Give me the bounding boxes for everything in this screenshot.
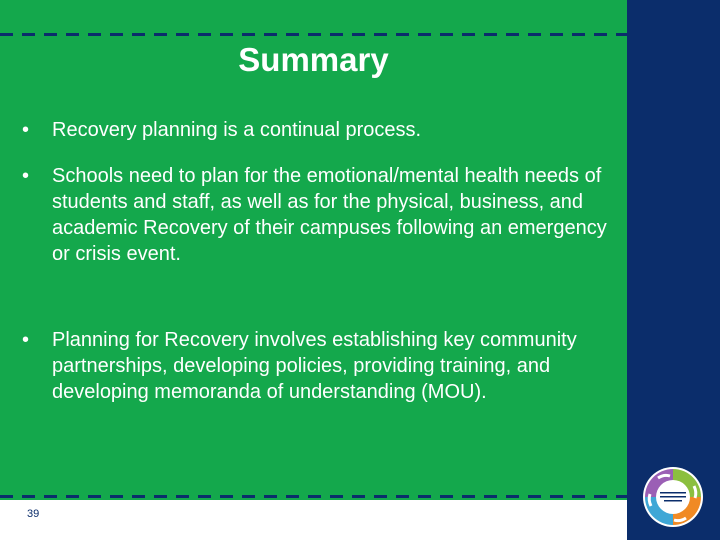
bullet-marker: • — [22, 165, 30, 187]
bullet-text: Recovery planning is a continual process. — [52, 119, 422, 141]
bullet-text: Planning for Recovery involves establishing key community partnerships, developing policies, providing training, and developing memoranda of understanding (MOU). — [52, 329, 577, 403]
bullet-item — [22, 327, 622, 405]
side-banner — [627, 0, 720, 540]
bullet-text: Schools need to plan for the emotional/mental health needs of students and staff, as well as for the physical, business, and academic Recovery of their campuses following an emergency or crisis event. — [52, 165, 607, 265]
program-logo-icon — [642, 466, 704, 528]
slide-title: Summary — [238, 41, 389, 78]
bullet-marker: • — [22, 329, 30, 351]
top-dashed-divider — [0, 33, 627, 36]
page-number: 39 — [27, 508, 40, 520]
footer-strip — [0, 500, 627, 540]
bullet-marker: • — [22, 119, 30, 141]
bullet-item — [22, 163, 622, 267]
bottom-dashed-divider — [0, 495, 627, 498]
bullet-item — [22, 117, 622, 143]
